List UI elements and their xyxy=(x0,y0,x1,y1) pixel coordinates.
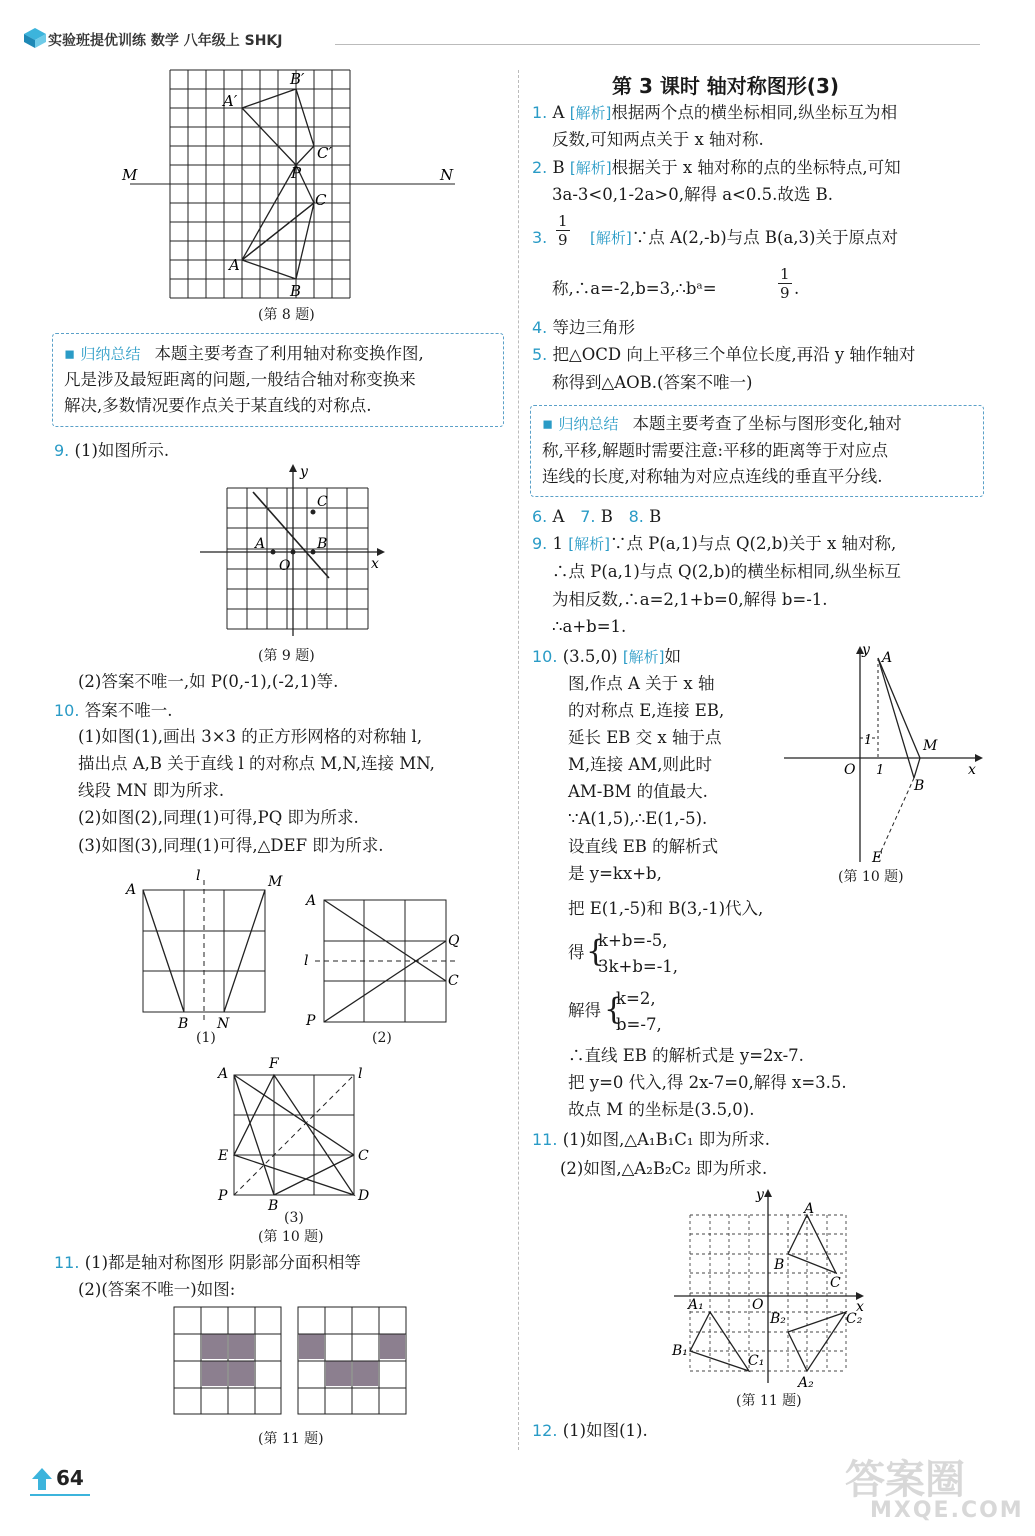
r-q3-line-2-end: . xyxy=(794,279,800,298)
q11-line-2: (2)(答案不唯一)如图: xyxy=(78,1280,236,1299)
r-q3-frac-num: 1 xyxy=(558,212,568,230)
fig9-a-label: A xyxy=(255,536,266,552)
q10-line-3: 描出点 A,B 关于直线 l 的对称点 M,N,连接 MN, xyxy=(78,754,435,773)
r-q10-line-6: AM-BM 的值最大. xyxy=(568,782,708,801)
r-q10-line-7: ∵A(1,5),∴E(1,-5). xyxy=(568,809,708,828)
r-q10-sub: 把 E(1,-5)和 B(3,-1)代入, xyxy=(568,899,764,918)
q10-line-2: (1)如图(1),画出 3×3 的正方形网格的对称轴 l, xyxy=(78,727,423,746)
label-c: C xyxy=(315,191,327,209)
summary-1-tag: 归纳总结 xyxy=(80,345,141,363)
fig11r-a-label: A xyxy=(804,1201,815,1217)
fig9-x-label: x xyxy=(371,556,379,572)
r-q10-result-1: ∴直线 EB 的解析式是 y=2x-7. xyxy=(568,1046,804,1065)
r-q1-line-1: 根据两个点的横坐标相同,纵坐标互为相 xyxy=(611,103,898,122)
fig10-2-q-label: Q xyxy=(448,933,460,949)
r-q1-tag: [解析] xyxy=(569,104,612,122)
fig10-3-a-label: A xyxy=(218,1066,229,1082)
lesson-title: 第 3 课时 轴对称图形(3) xyxy=(612,74,840,98)
fig11r-x-label: x xyxy=(856,1299,864,1315)
page-number-rule xyxy=(30,1494,90,1496)
r-q10-answer: (3.5,0) xyxy=(562,647,618,666)
arrow-up-icon xyxy=(30,1466,54,1492)
fig10-1-b-label: B xyxy=(178,1016,189,1032)
r-q10-line-5: M,连接 AM,则此时 xyxy=(568,755,712,774)
q10-line-1: 答案不唯一. xyxy=(84,701,173,720)
label-m: M xyxy=(122,166,138,184)
fig10r-one-x: 1 xyxy=(876,763,885,778)
figure-9 xyxy=(195,460,390,640)
r-q2-line-2: 3a-3<0,1-2a>0,解得 a<0.5.故选 B. xyxy=(552,185,833,204)
r-q11-line-2: (2)如图,△A₂B₂C₂ 即为所求. xyxy=(560,1159,768,1178)
r-q1-number: 1. xyxy=(532,103,548,122)
r-q9-tag: [解析] xyxy=(568,535,610,553)
q10-line-6: (3)如图(3),同理(1)可得,△DEF 即为所求. xyxy=(78,836,384,855)
fig11r-a2-label: A₂ xyxy=(798,1375,814,1391)
fig10-2-p-label: P xyxy=(306,1013,316,1029)
fig10-3-p-label: P xyxy=(218,1188,228,1204)
fig10-3-e-label: E xyxy=(218,1148,229,1164)
book-logo-icon xyxy=(22,26,48,50)
r-q10-line-1: 如 xyxy=(664,647,682,666)
fig10-3-b-label: B xyxy=(268,1198,279,1214)
fig10-1-a-label: A xyxy=(126,882,137,898)
fig10-1-l-label: l xyxy=(196,868,201,884)
label-a-prime: A′ xyxy=(223,92,238,110)
r-q10-sys2a: k=2, xyxy=(616,989,656,1008)
q9-line-1: (1)如图所示. xyxy=(74,441,170,460)
r-q1-line-2: 反数,可知两点关于 x 轴对称. xyxy=(552,130,764,149)
label-b: B xyxy=(290,282,302,300)
r-q9-line-1: ∵点 P(a,1)与点 Q(2,b)关于 x 轴对称, xyxy=(609,534,897,553)
r-q2-tag: [解析] xyxy=(569,159,612,177)
fig10-2-a-label: A xyxy=(306,893,317,909)
fig10r-one-y: 1 xyxy=(864,733,873,748)
r-q5-line-2: 称得到△AOB.(答案不唯一) xyxy=(552,373,753,392)
header-title: 实验班提优训练 数学 八年级上 SHKJ xyxy=(48,33,283,49)
label-p: P xyxy=(291,164,302,182)
r-q3-line-2: 称,∴a=-2,b=3,∴bᵃ= xyxy=(552,279,717,298)
summary-2-tag: 归纳总结 xyxy=(558,415,619,433)
summary-2-line-2: 称,平移,解题时需要注意:平移的距离等于对应点 xyxy=(542,441,889,460)
fig11r-o-label: O xyxy=(752,1297,764,1313)
r-q11-number: 11. xyxy=(532,1130,558,1149)
r-q10-line-3: 的对称点 E,连接 EB, xyxy=(568,701,725,720)
label-c-prime: C′ xyxy=(317,144,332,162)
q10-number: 10. xyxy=(54,701,80,720)
r-q10-result-2: 把 y=0 代入,得 2x-7=0,解得 x=3.5. xyxy=(568,1073,847,1092)
fig9-b-label: B xyxy=(317,536,328,552)
r-q10-sys2b: b=-7, xyxy=(616,1015,662,1034)
r-q2-line-1: 根据关于 x 轴对称的点的坐标特点,可知 xyxy=(611,158,901,177)
r-q3-frac2-num: 1 xyxy=(780,265,790,283)
fig10r-m-label: M xyxy=(923,738,938,754)
watermark-url: MXQE.COM xyxy=(870,1498,1024,1523)
r-fig11-caption: (第 11 题) xyxy=(736,1393,802,1409)
r-q10-line-2: 图,作点 A 关于 x 轴 xyxy=(568,674,715,693)
fig11-caption: (第 11 题) xyxy=(258,1431,324,1447)
r-q12-number: 12. xyxy=(532,1421,558,1440)
r-q9-line-3: 为相反数,∴a=2,1+b=0,解得 b=-1. xyxy=(552,590,828,609)
r-q10-line-9: 是 y=kx+b, xyxy=(568,864,662,883)
fig9-c-label: C xyxy=(317,494,328,510)
r-q2-answer: B xyxy=(552,158,565,177)
fig10-1-caption: (1) xyxy=(196,1030,216,1046)
fig11r-b2-label: B₂ xyxy=(770,1311,786,1327)
r-q9-number: 9. xyxy=(532,534,548,553)
fig11r-b1-label: B₁ xyxy=(672,1343,688,1359)
fig10-caption: (第 10 题) xyxy=(258,1229,324,1245)
r-q10-sys1b: 3k+b=-1, xyxy=(598,957,679,976)
q10-line-4: 线段 MN 即为所求. xyxy=(78,781,225,800)
fig11r-c2-label: C₂ xyxy=(846,1311,863,1327)
r-q2-number: 2. xyxy=(532,158,548,177)
label-n: N xyxy=(440,166,454,184)
r-q12-text: (1)如图(1). xyxy=(562,1421,648,1440)
summary-2-line-1: 本题主要考查了坐标与图形变化,轴对 xyxy=(632,414,902,433)
fig10-3-f-label: F xyxy=(269,1056,279,1072)
fig10-1-n-label: N xyxy=(217,1016,230,1032)
fig8-caption: (第 8 题) xyxy=(258,307,315,323)
fig10r-y-label: y xyxy=(862,642,870,658)
fig10-2-l-label: l xyxy=(304,953,309,969)
fig11r-b-label: B xyxy=(774,1257,785,1273)
fig11r-y-label: y xyxy=(756,1187,764,1203)
r-q10-de: 得 xyxy=(568,943,585,962)
q9-number: 9. xyxy=(54,441,70,460)
r-q8-number: 8. xyxy=(628,507,644,526)
r-q11-line-1: (1)如图,△A₁B₁C₁ 即为所求. xyxy=(562,1130,771,1149)
summary-bullet-2: ▪ xyxy=(542,414,559,433)
fig11r-c1-label: C₁ xyxy=(748,1353,765,1369)
figure-11-right xyxy=(668,1183,878,1408)
r-q10-line-4: 延长 EB 交 x 轴于点 xyxy=(568,728,722,747)
label-a: A xyxy=(229,256,240,274)
r-q4-number: 4. xyxy=(532,318,548,337)
fig11r-a1-label: A₁ xyxy=(688,1297,704,1313)
r-q10-tag: [解析] xyxy=(622,648,665,666)
r-q3-frac2-den: 9 xyxy=(780,284,790,302)
r-q3-number: 3. xyxy=(532,228,548,247)
fig9-caption: (第 9 题) xyxy=(258,648,315,664)
summary-1-line-1: 本题主要考查了利用轴对称变换作图, xyxy=(154,344,424,363)
fig10r-o-label: O xyxy=(844,762,856,778)
r-q8-answer: B xyxy=(649,507,662,526)
fig10-3-caption: (3) xyxy=(284,1210,304,1226)
r-q9-answer: 1 xyxy=(552,534,564,553)
r-q7-answer: B xyxy=(600,507,613,526)
column-divider xyxy=(518,70,519,1450)
r-q3-tag: [解析] xyxy=(590,229,632,247)
q10-line-5: (2)如图(2),同理(1)可得,PQ 即为所求. xyxy=(78,808,359,827)
summary-1-line-3: 解决,多数情况要作点关于某直线的对称点. xyxy=(64,396,372,415)
fig10-2-c-label: C xyxy=(448,973,459,989)
r-q3-frac-den: 9 xyxy=(558,231,568,249)
fig10r-b-label: B xyxy=(914,778,925,794)
fig9-y-label: y xyxy=(300,464,308,480)
figure-10-right xyxy=(780,640,990,870)
fig10-3-d-label: D xyxy=(358,1188,370,1204)
r-q5-line-1: 把△OCD 向上平移三个单位长度,再沿 y 轴作轴对 xyxy=(552,345,916,364)
figure-10-2 xyxy=(300,885,475,1035)
summary-bullet: ▪ xyxy=(64,344,81,363)
r-q6-answer: A xyxy=(552,507,565,526)
fig11r-c-label: C xyxy=(830,1275,841,1291)
header-rule xyxy=(335,44,980,45)
r-q4-text: 等边三角形 xyxy=(552,318,636,337)
r-q10-result-3: 故点 M 的坐标是(3.5,0). xyxy=(568,1100,755,1119)
r-q6-number: 6. xyxy=(532,507,548,526)
r-q9-line-2: ∴点 P(a,1)与点 Q(2,b)的横坐标相同,纵坐标互 xyxy=(552,562,901,581)
q11-number: 11. xyxy=(54,1253,80,1272)
brace-1: { xyxy=(586,934,606,969)
watermark-logo: 答案圈 xyxy=(845,1457,965,1503)
r-q10-number: 10. xyxy=(532,647,558,666)
r-q5-number: 5. xyxy=(532,345,548,364)
r-q7-number: 7. xyxy=(580,507,596,526)
figure-10-1 xyxy=(120,868,295,1043)
fig10-1-m-label: M xyxy=(268,874,283,890)
q9-line-2: (2)答案不唯一,如 P(0,-1),(-2,1)等. xyxy=(78,672,339,691)
r-q1-answer: A xyxy=(552,103,565,122)
brace-2: { xyxy=(604,992,624,1027)
page-number: 64 xyxy=(56,1466,84,1490)
r-q10-sys1a: k+b=-5, xyxy=(598,931,668,950)
fig10-3-c-label: C xyxy=(358,1148,369,1164)
fig10r-e-label: E xyxy=(872,850,883,866)
r-q9-line-4: ∴a+b=1. xyxy=(552,617,627,636)
fig10r-x-label: x xyxy=(968,762,976,778)
fig10r-a-label: A xyxy=(882,650,893,666)
label-b-prime: B′ xyxy=(290,70,305,88)
figure-8 xyxy=(115,60,475,330)
figure-11-left xyxy=(170,1303,415,1423)
figure-10-3 xyxy=(210,1050,385,1225)
summary-1-line-2: 凡是涉及最短距离的问题,一般结合轴对称变换来 xyxy=(64,370,416,389)
r-q3-line-1: ∵点 A(2,-b)与点 B(a,3)关于原点对 xyxy=(631,228,898,247)
r-fig10-caption: (第 10 题) xyxy=(838,869,904,885)
fig9-o-label: O xyxy=(279,558,291,574)
fig10-3-l-label: l xyxy=(358,1066,363,1082)
fig10-2-caption: (2) xyxy=(372,1030,392,1046)
summary-2-line-3: 连线的长度,对称轴为对应点连线的垂直平分线. xyxy=(542,467,883,486)
q11-line-1: (1)都是轴对称图形 阴影部分面积相等 xyxy=(84,1253,361,1272)
r-q10-line-8: 设直线 EB 的解析式 xyxy=(568,837,719,856)
r-q10-jie: 解得 xyxy=(568,1001,601,1020)
